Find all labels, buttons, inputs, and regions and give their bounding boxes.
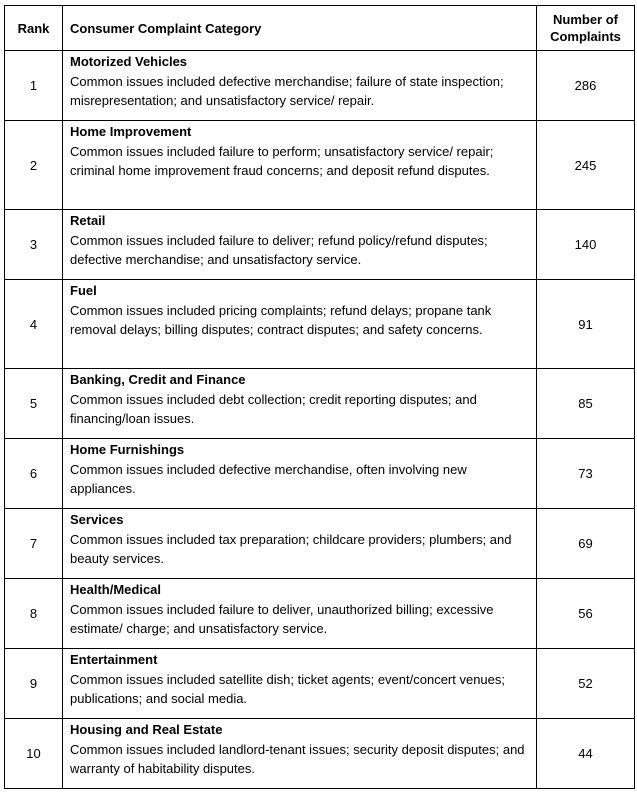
rank-cell: 5 [5,369,63,439]
rank-cell: 1 [5,51,63,121]
count-header-line2: Complaints [550,29,621,44]
category-header: Consumer Complaint Category [63,6,537,51]
count-cell: 56 [537,579,635,649]
count-header [537,6,635,51]
category-name: Entertainment [70,652,158,667]
category-name: Motorized Vehicles [70,54,188,69]
rank-cell: 8 [5,579,63,649]
category-cell [63,51,537,121]
category-description: Common issues included failure to deliver, unauthorized billing; excessive estimate/ charge; and unsatisfactory service. [70,601,494,636]
rank-cell: 10 [5,719,63,789]
category-description: Common issues included defective merchandise, often involving new appliances. [70,461,467,496]
category-name: Retail [70,213,106,228]
category-cell [63,579,537,649]
category-cell [63,280,537,369]
table-row [5,509,635,579]
category-cell [63,369,537,439]
category-description: Common issues included failure to deliver; refund policy/refund disputes; defective merchandise; and unsatisfactory service. [70,232,488,267]
category-name: Housing and Real Estate [70,722,223,737]
count-cell: 85 [537,369,635,439]
count-header-line1: Number of [553,12,618,27]
table-row [5,649,635,719]
category-name: Banking, Credit and Finance [70,372,246,387]
category-description: Common issues included pricing complaints; refund delays; propane tank removal delays; billing disputes; contract disputes; and safety concerns. [70,302,492,337]
rank-cell: 9 [5,649,63,719]
rank-header: Rank [5,6,63,51]
rank-cell: 6 [5,439,63,509]
category-description: Common issues included failure to perform; unsatisfactory service/ repair; criminal home improvement fraud concerns; and deposit refund disputes. [70,143,494,178]
count-cell: 140 [537,210,635,280]
table-row [5,579,635,649]
count-cell: 44 [537,719,635,789]
rank-cell: 7 [5,509,63,579]
count-cell: 286 [537,51,635,121]
table-row [5,369,635,439]
category-cell [63,210,537,280]
header-row [5,6,635,51]
category-name: Home Improvement [70,124,192,139]
category-cell [63,439,537,509]
category-cell [63,719,537,789]
table-row [5,51,635,121]
rank-cell: 4 [5,280,63,369]
count-cell: 91 [537,280,635,369]
count-cell: 69 [537,509,635,579]
category-name: Health/Medical [70,582,162,597]
table-row [5,719,635,789]
category-description: Common issues included defective merchandise; failure of state inspection; misrepresentation; and unsatisfactory service/ repair. [70,73,504,108]
category-description: Common issues included landlord-tenant issues; security deposit disputes; and warranty of habitability disputes. [70,741,525,776]
category-cell [63,121,537,210]
category-name: Services [70,512,124,527]
table-row [5,280,635,369]
complaints-table [4,5,635,789]
category-name: Home Furnishings [70,442,185,457]
count-cell: 245 [537,121,635,210]
category-cell [63,509,537,579]
table-row [5,210,635,280]
table-row [5,439,635,509]
category-description: Common issues included tax preparation; childcare providers; plumbers; and beauty services. [70,531,512,566]
category-description: Common issues included debt collection; credit reporting disputes; and financing/loan issues. [70,391,477,426]
count-cell: 73 [537,439,635,509]
category-description: Common issues included satellite dish; ticket agents; event/concert venues; publications; and social media. [70,671,506,706]
count-cell: 52 [537,649,635,719]
category-name: Fuel [70,283,97,298]
rank-cell: 3 [5,210,63,280]
category-cell [63,649,537,719]
table-row [5,121,635,210]
rank-cell: 2 [5,121,63,210]
